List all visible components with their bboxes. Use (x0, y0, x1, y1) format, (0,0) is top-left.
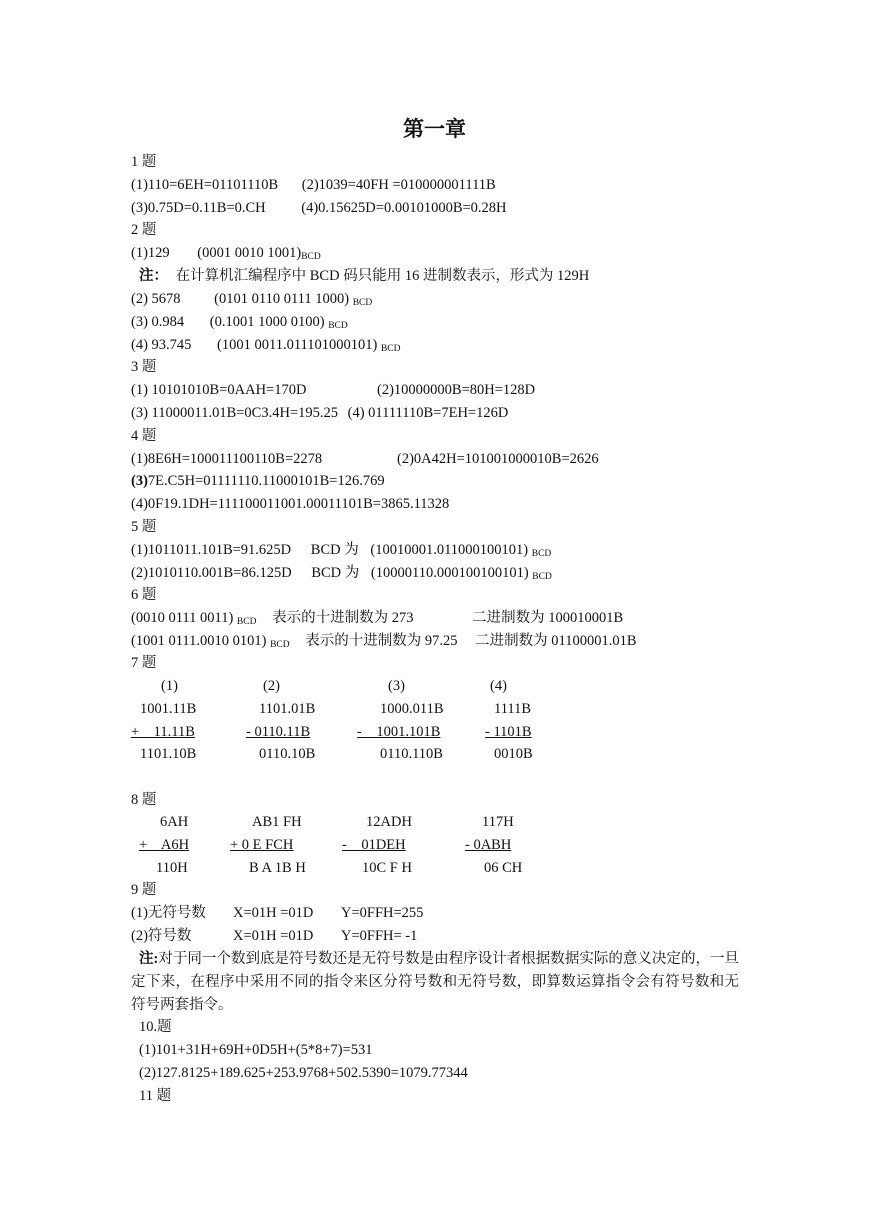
question-2-line-2 (131, 288, 372, 310)
question-3-heading: 3 题 (131, 359, 157, 375)
q7-result-4: 0010B (494, 746, 533, 762)
question-1-line-2 (131, 197, 507, 219)
q7-mid-1: + 11.11B (131, 724, 195, 740)
q8-result-1: 110H (156, 860, 188, 876)
q5-item-1-label: BCD 为 (310, 542, 359, 558)
q7-label-1: (1) (161, 678, 178, 694)
q7-result-3: 0110.110B (380, 746, 443, 762)
question-5-line-2 (131, 562, 552, 584)
q9-item-1-y: Y=0FFH=255 (341, 905, 424, 921)
q8-top-1: 6AH (160, 814, 189, 830)
q3-item-3: (3) 11000011.01B=0C3.4H=195.25 (131, 405, 339, 421)
q5-item-1-value: (10010001.011000100101) (370, 542, 529, 558)
q4-item-3: 7E.C5H=01111110.11000101B=126.769 (147, 473, 385, 489)
q1-item-3: (3)0.75D=0.11B=0.CH (131, 200, 266, 216)
q7-label-4: (4) (490, 678, 507, 694)
q7-top-2: 1101.01B (259, 701, 316, 717)
q7-result-2: 0110.10B (259, 746, 316, 762)
q2-item-4-bcd (217, 334, 400, 360)
q8-result-2: B A 1B H (249, 860, 306, 876)
q5-item-2-value: (10000110.000100100101) (370, 565, 529, 581)
q8-top-3: 12ADH (366, 814, 412, 830)
q9-item-2-x: X=01H =01D (233, 928, 314, 944)
note-label: 注: (139, 951, 159, 967)
q4-item-1: (1)8E6H=100011100110B=2278 (131, 451, 323, 467)
q1-item-1: (1)110=6EH=01101110B (131, 177, 279, 193)
q8-mid-1: + A6H (139, 837, 190, 853)
question-5-line-1 (131, 539, 551, 561)
note-text: 对于同一个数到底是符号数还是无符号数是由程序设计者根据数据实际的意义决定的，一旦定下来，在程序中采用不同的指令来区分符号数和无符号数，即算数运算指令会有符号数和无符号两套指令。 (131, 951, 739, 1013)
q7-top-3: 1000.011B (380, 701, 444, 717)
q6-item-1-binary: 二进制数为 100010001B (472, 610, 624, 626)
q5-item-2-label: BCD 为 (311, 565, 360, 581)
note-text: 在计算机汇编程序中 BCD 码只能用 16 进制数表示，形式为 129H (175, 268, 590, 284)
question-11-heading: 11 题 (139, 1088, 172, 1104)
q2-item-4-value: (1001 0011.011101000101) (217, 337, 378, 353)
question-10-line-1: (1)101+31H+69H+0D5H+(5*8+7)=531 (139, 1042, 373, 1058)
bcd-subscript: BCD (236, 617, 257, 627)
question-8-heading: 8 题 (131, 792, 157, 808)
question-6-heading: 6 题 (131, 587, 157, 603)
question-9-heading: 9 题 (131, 882, 157, 898)
chapter-title: 第一章 (403, 117, 466, 141)
question-4-line-3: (4)0F19.1DH=111100011001.00011101B=3865.11328 (131, 496, 450, 512)
q7-mid-3: - 1001.101B (357, 724, 441, 740)
bcd-subscript: BCD (531, 549, 552, 559)
q5-item-2-bcd (371, 562, 552, 588)
q7-label-2: (2) (263, 678, 280, 694)
q3-item-4: (4) 01111110B=7EH=126D (347, 405, 509, 421)
question-2-note (139, 265, 589, 287)
q8-mid-4: - 0ABH (465, 837, 512, 853)
question-6-line-2 (131, 630, 637, 652)
q2-item-1-value: (0001 0010 1001) (197, 245, 302, 261)
question-4-line-2 (131, 470, 385, 492)
q4-item-3-prefix: (3) (131, 473, 148, 489)
q7-result-1: 1101.10B (140, 746, 197, 762)
q1-item-2: (2)1039=40FH =010000001111B (301, 177, 496, 193)
q4-item-2: (2)0A42H=101001000010B=2626 (397, 451, 599, 467)
question-7-heading: 7 题 (131, 655, 157, 671)
bcd-subscript: BCD (352, 298, 373, 308)
question-4-line-1 (131, 448, 599, 470)
q2-item-3-value: (0.1001 1000 0100) (209, 314, 325, 330)
question-1-line-1 (131, 174, 496, 196)
question-9-line-1 (131, 902, 423, 924)
question-2-line-1 (131, 242, 321, 264)
q6-item-1-decimal: 表示的十进制数为 273 (272, 610, 414, 626)
q7-mid-4: - 1101B (485, 724, 532, 740)
q8-mid-2: + 0 E FCH (230, 837, 294, 853)
q7-label-3: (3) (388, 678, 405, 694)
question-3-line-1 (131, 379, 535, 401)
bcd-subscript: BCD (328, 321, 348, 331)
q3-item-1: (1) 10101010B=0AAH=170D (131, 382, 307, 398)
question-9-note (131, 948, 739, 1017)
bcd-subscript: BCD (532, 572, 552, 582)
question-9-line-2 (131, 925, 417, 947)
q7-top-1: 1001.11B (140, 701, 197, 717)
q9-item-2-label: (2)符号数 (131, 928, 192, 944)
q9-item-1-label: (1)无符号数 (131, 905, 206, 921)
question-1-heading: 1 题 (131, 154, 157, 170)
question-3-line-2 (131, 402, 508, 424)
q8-top-2: AB1 FH (252, 814, 302, 830)
question-5-heading: 5 题 (131, 519, 157, 535)
note-label: 注： (139, 268, 168, 284)
q8-result-3: 10C F H (362, 860, 412, 876)
bcd-subscript: BCD (301, 252, 321, 262)
q9-item-2-y: Y=0FFH= -1 (341, 928, 418, 944)
question-2-heading: 2 题 (131, 222, 157, 238)
question-10-heading: 10.题 (139, 1019, 172, 1035)
q2-item-4: (4) 93.745 (131, 337, 192, 353)
q7-mid-2: - 0110.11B (246, 724, 311, 740)
question-2-line-4 (131, 334, 401, 356)
q5-item-2: (2)1010110.001B=86.125D (131, 565, 292, 581)
bcd-subscript: BCD (380, 344, 401, 354)
q2-item-3: (3) 0.984 (131, 314, 185, 330)
q2-item-1: (1)129 (131, 245, 170, 261)
q2-item-2-value: (0101 0110 0111 1000) (214, 291, 350, 307)
question-10-line-2: (2)127.8125+189.625+253.9768+502.5390=1079.77344 (139, 1065, 468, 1081)
question-2-line-3 (131, 311, 348, 333)
q6-item-2-value: (1001 0111.0010 0101) (131, 633, 267, 649)
question-4-heading: 4 题 (131, 428, 157, 444)
question-6-line-1 (131, 607, 623, 629)
q8-top-4: 117H (482, 814, 514, 830)
q9-item-1-x: X=01H =01D (233, 905, 314, 921)
q6-item-2-decimal: 表示的十进制数为 97.25 (305, 633, 458, 649)
q6-item-1-value: (0010 0111 0011) (131, 610, 234, 626)
q3-item-2: (2)10000000B=80H=128D (377, 382, 536, 398)
q7-top-4: 1111B (494, 701, 532, 717)
q8-mid-3: - 01DEH (342, 837, 406, 853)
q6-item-2-binary: 二进制数为 01100001.01B (475, 633, 637, 649)
bcd-subscript: BCD (270, 640, 290, 650)
q5-item-1: (1)1011011.101B=91.625D (131, 542, 292, 558)
q2-item-2: (2) 5678 (131, 291, 181, 307)
q8-result-4: 06 CH (484, 860, 523, 876)
q1-item-4: (4)0.15625D=0.00101000B=0.28H (301, 200, 507, 216)
